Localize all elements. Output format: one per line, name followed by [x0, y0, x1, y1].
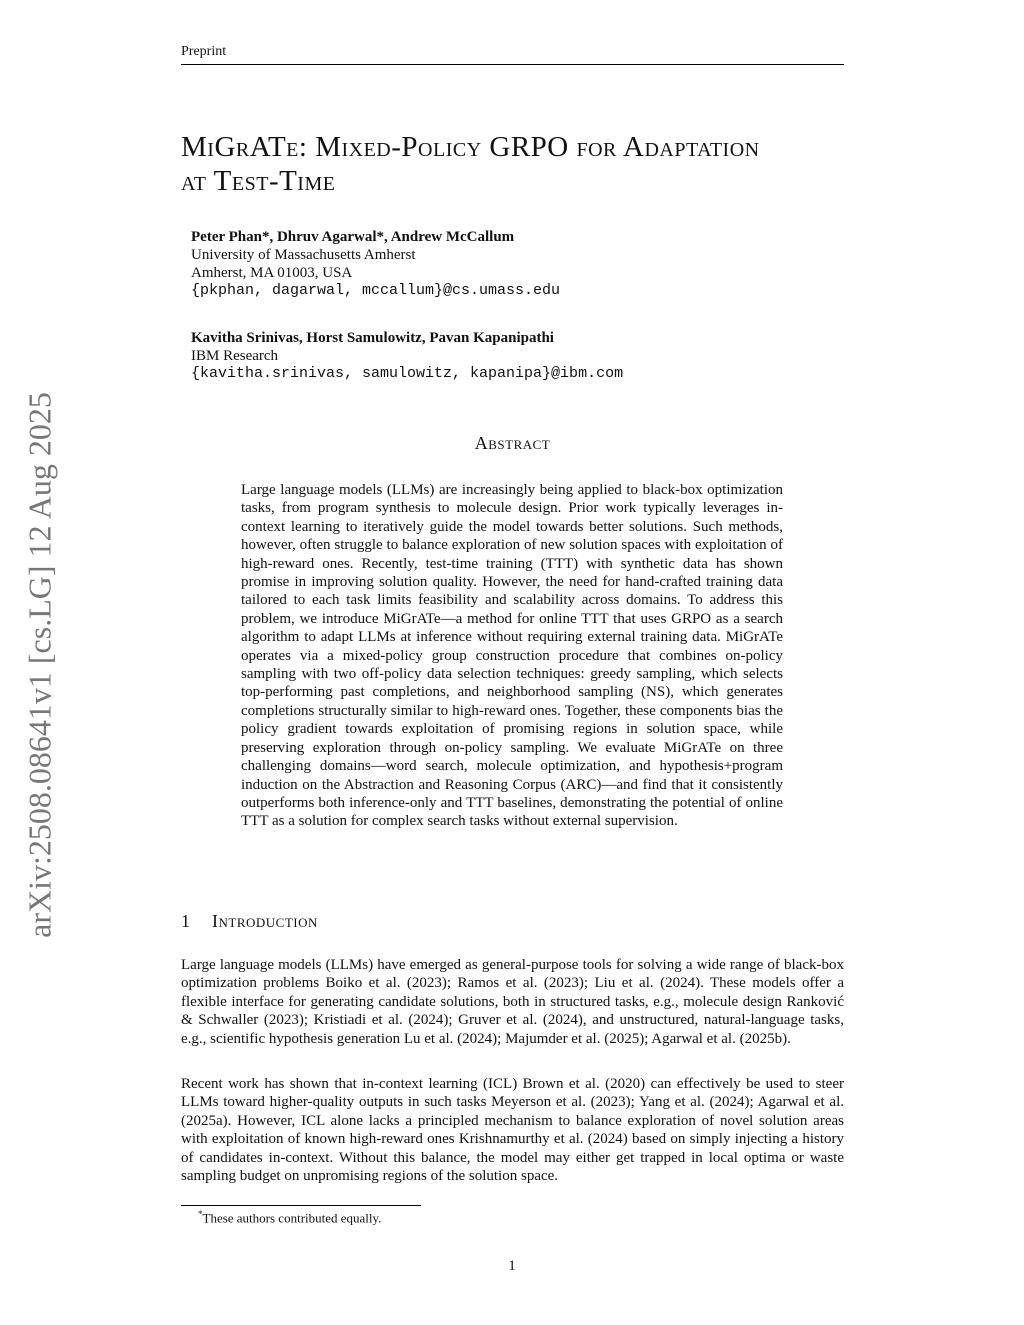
running-head: Preprint [181, 44, 844, 65]
section-title: Introduction [212, 911, 318, 931]
author-names: Peter Phan*, Dhruv Agarwal*, Andrew McCallum [191, 229, 515, 245]
author-block-umass [191, 228, 560, 300]
arxiv-identifier: arXiv:2508.08641v1 [cs.LG] 12 Aug 2025 [21, 392, 58, 938]
author-affiliation: University of Massachusetts Amherst [191, 247, 416, 263]
author-names: Kavitha Srinivas, Horst Samulowitz, Pavan Kapanipathi [191, 330, 554, 346]
author-email: {pkphan, dagarwal, mccallum}@cs.umass.edu [191, 282, 561, 299]
intro-paragraph-2: Recent work has shown that in-context learning (ICL) Brown et al. (2020) can effectively be used to steer LLMs toward higher-quality outputs in such tasks Meyerson et al. (2023); Yang et al. (2024); Agarwal et al. (2025a). However, ICL alone lacks a principled mechanism to balance exploration of novel solution areas with exploitation of known high-reward ones Krishnamurthy et al. (2024) based on simply injecting a history of candidates in-context. Without this balance, the model may either get trapped in local optima or waste sampling budget on unpromising regions of the solution space. [181, 1076, 844, 1185]
title-line-2: at Test-Time [181, 165, 336, 197]
author-email: {kavitha.srinivas, samulowitz, kapanipa}@ibm.com [191, 365, 624, 382]
abstract-heading: Abstract [474, 433, 551, 453]
title-line-1: MiGrATe: Mixed-Policy GRPO for Adaptation [181, 131, 760, 163]
arxiv-sidebar [20, 370, 60, 960]
section-heading [181, 911, 318, 932]
abstract-text: Large language models (LLMs) are increasingly being applied to black-box optimization tasks, from program synthesis to molecule design. Prior work typically leverages in-context learning to iteratively guide the model towards better solutions. Such methods, however, often struggle to balance exploration of new solution spaces with exploitation of high-reward ones. Recently, test-time training (TTT) with synthetic data has shown promise in improving solution quality. However, the need for hand-crafted training data tailored to each task limits feasibility and scalability across domains. To address this problem, we introduce MiGrATe—a method for online TTT that uses GRPO as a search algorithm to adapt LLMs at inference without requiring external training data. MiGrATe operates via a mixed-policy group construction procedure that combines on-policy sampling with two off-policy data selection techniques: greedy sampling, which selects top-performing past completions, and neighborhood sampling (NS), which generates completions structurally similar to high-reward ones. Together, these components bias the policy gradient towards exploitation of promising regions in solution space, while preserving exploration through on-policy sampling. We evaluate MiGrATe on three challenging domains—word search, molecule optimization, and hypothesis+program induction on the Abstraction and Reasoning Corpus (ARC)—and find that it consistently outperforms both inference-only and TTT baselines, demonstrating the potential of online TTT as a solution for complex search tasks without external supervision. [241, 482, 783, 830]
author-affiliation: IBM Research [191, 348, 279, 364]
paper-title [181, 130, 851, 198]
intro-paragraph-1: Large language models (LLMs) have emerged as general-purpose tools for solving a wide range of black-box optimization problems Boiko et al. (2023); Ramos et al. (2023); Liu et al. (2024). These models offer a flexible interface for generating candidate solutions, both in structured tasks, e.g., molecule design Ranković & Schwaller (2023); Kristiadi et al. (2024); Gruver et al. (2024), and unstructured, natural-language tasks, e.g., scientific hypothesis generation Lu et al. (2024); Majumder et al. (2025); Agarwal et al. (2025b). [181, 957, 844, 1047]
author-address: Amherst, MA 01003, USA [191, 265, 353, 281]
section-number: 1 [181, 911, 191, 931]
footnote-marker: * [198, 1209, 203, 1219]
page-number: 1 [508, 1258, 516, 1274]
author-block-ibm [191, 329, 623, 383]
footnote [198, 1209, 381, 1226]
footnote-text: These authors contributed equally. [202, 1210, 382, 1226]
footnote-rule [181, 1205, 421, 1206]
